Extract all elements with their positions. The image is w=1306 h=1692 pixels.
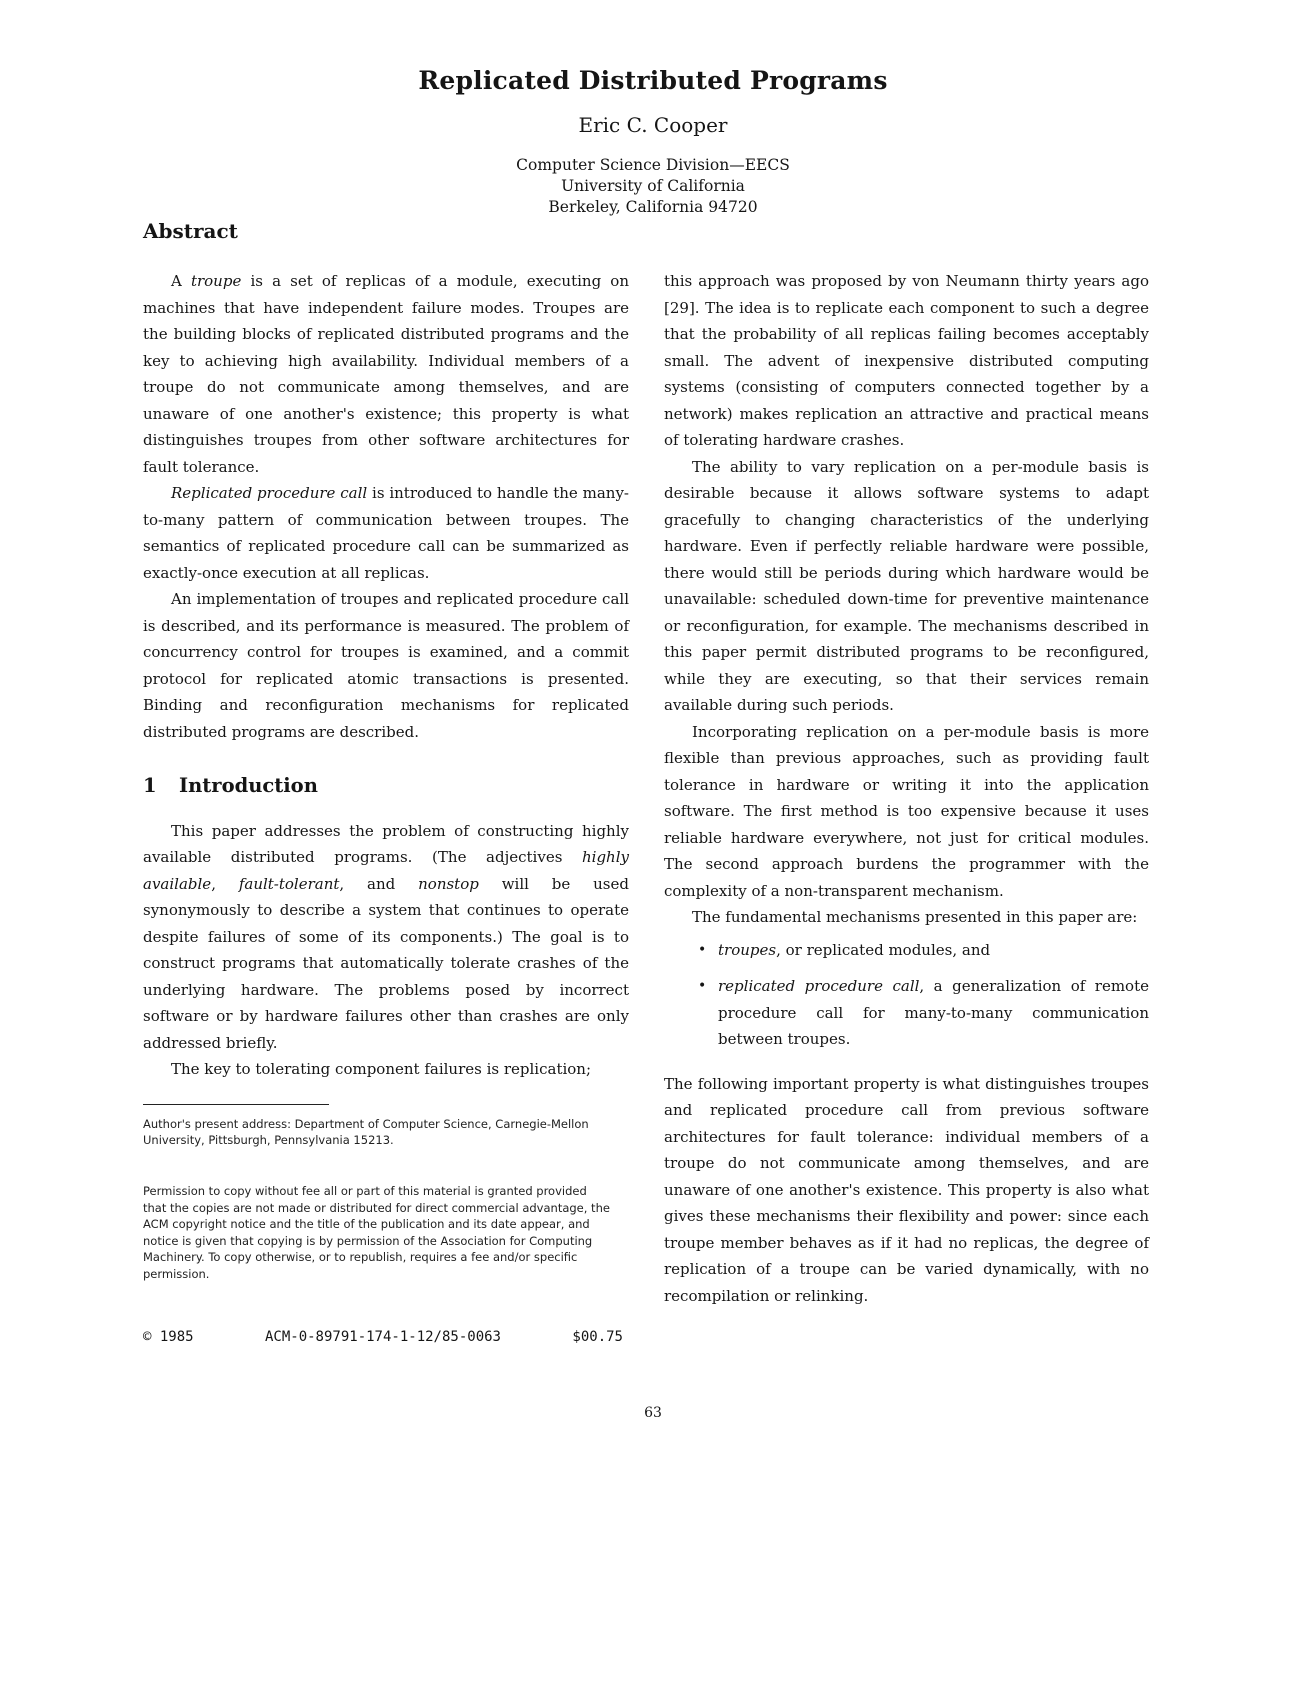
body-paragraph: Incorporating replication on a per-module basis is more flexible than previous approaches, such as providing fault tolerance in hardware or writing it into the application software. The first method is too expensive because it uses reliable hardware everywhere, not just for critical modules. The second approach burdens the programmer with the complexity of a non-transparent mechanism. xyxy=(664,722,1149,900)
right-column xyxy=(664,268,1149,1309)
affiliation-line: Computer Science Division—EECS xyxy=(516,156,790,174)
list-item: • troupes, or replicated modules, and xyxy=(696,937,1149,964)
left-column xyxy=(143,268,629,1083)
term-replicated-procedure-call: Replicated procedure call xyxy=(171,484,368,502)
affiliation-line: Berkeley, California 94720 xyxy=(548,198,758,216)
body-paragraph: The ability to vary replication on a per-module basis is desirable because it allows software systems to adapt gracefully to changing characteristics of the underlying hardware. Even if perfectly reliable hardware were possible, there would still be periods during which hardware would be unavailable: scheduled down-time for preventive maintenance or reconfiguration, for example. The mechanisms described in this paper permit distributed programs to be reconfigured, while they are executing, so that their services remain available during such periods. xyxy=(664,457,1149,714)
abstract-paragraph: An implementation of troupes and replicated procedure call is described, and its performance is measured. The problem of concurrency control for troupes is examined, and a commit protocol for replicated atomic transactions is presented. Binding and reconfiguration mechanisms for replicated distributed programs are described. xyxy=(143,590,629,741)
body-paragraph: The following important property is what distinguishes troupes and replicated procedure call from previous software architectures for fault tolerance: individual members of a troupe do not communicate among themselves, and are unaware of one another's existence. This property is also what gives these mechanisms their flexibility and power: since each troupe member behaves as if it had no replicas, the degree of replication of a troupe can be varied dynamically, with no recompilation or relinking. xyxy=(664,1074,1149,1305)
copyright-year: © 1985 xyxy=(143,1329,194,1345)
list-item: • replicated procedure call, a generalization of remote procedure call for many-to-many communication between troupes. xyxy=(696,973,1149,1053)
abstract-heading: Abstract xyxy=(143,219,238,243)
page-number: 63 xyxy=(644,1405,662,1421)
footnote-rule xyxy=(143,1104,329,1105)
mechanism-list xyxy=(664,937,1149,1053)
copyright-line xyxy=(143,1329,623,1345)
price: $00.75 xyxy=(572,1329,623,1345)
acm-code: ACM-0-89791-174-1-12/85-0063 xyxy=(264,1329,501,1345)
affiliation xyxy=(0,155,1306,218)
section-title: Introduction xyxy=(179,774,318,797)
author-address-footnote: Author's present address: Department of Computer Science, Carnegie-Mellon University, Pittsburgh, Pennsylvania 15213. xyxy=(143,1117,589,1147)
body-paragraph: The fundamental mechanisms presented in this paper are: xyxy=(692,908,1138,926)
body-paragraph: this approach was proposed by von Neumann thirty years ago [29]. The idea is to replicate each component to such a degree that the probability of all replicas failing becomes acceptably small. The advent of inexpensive distributed computing systems (consisting of computers connected together by a network) makes replication an attractive and practical means of tolerating hardware crashes. xyxy=(664,272,1149,449)
bullet-icon: • xyxy=(698,978,707,994)
section-number: 1 xyxy=(143,774,157,797)
body-paragraph: The key to tolerating component failures is replication; xyxy=(171,1060,592,1078)
section-heading-introduction xyxy=(143,773,629,800)
abstract-paragraph: A troupe is a set of replicas of a module, executing on machines that have independent failure modes. Troupes are the building blocks of replicated distributed programs and the key to achieving high availability. Individual members of a troupe do not communicate among themselves, and are unaware of one another's existence; this property is what distinguishes troupes from other software architectures for fault tolerance. xyxy=(143,272,629,476)
affiliation-line: University of California xyxy=(561,177,745,195)
term-troupe: troupe xyxy=(190,272,242,290)
author-name: Eric C. Cooper xyxy=(578,113,728,137)
abstract-paragraph: Replicated procedure call is introduced to handle the many-to-many pattern of communication between troupes. The semantics of replicated procedure call can be summarized as exactly-once execution at all replicas. xyxy=(143,484,629,582)
paper-title: Replicated Distributed Programs xyxy=(418,66,888,95)
body-paragraph: This paper addresses the problem of constructing highly available distributed programs. (The adjectives highly available, fault-tolerant, and nonstop will be used synonymously to describe a system that continues to operate despite failures of some of its components.) The goal is to construct programs that automatically tolerate crashes of the underlying hardware. The problems posed by incorrect software or by hardware failures other than crashes are only addressed briefly. xyxy=(143,821,629,1052)
bullet-icon: • xyxy=(698,941,707,958)
acm-permission-notice: Permission to copy without fee all or part of this material is granted provided that the copies are not made or distributed for direct commercial advantage, the ACM copyright notice and the title of the publication and its date appear, and notice is given that copying is by permission of the Association for Computing Machinery. To copy otherwise, or to republish, requires a fee and/or specific permission. xyxy=(143,1184,610,1281)
